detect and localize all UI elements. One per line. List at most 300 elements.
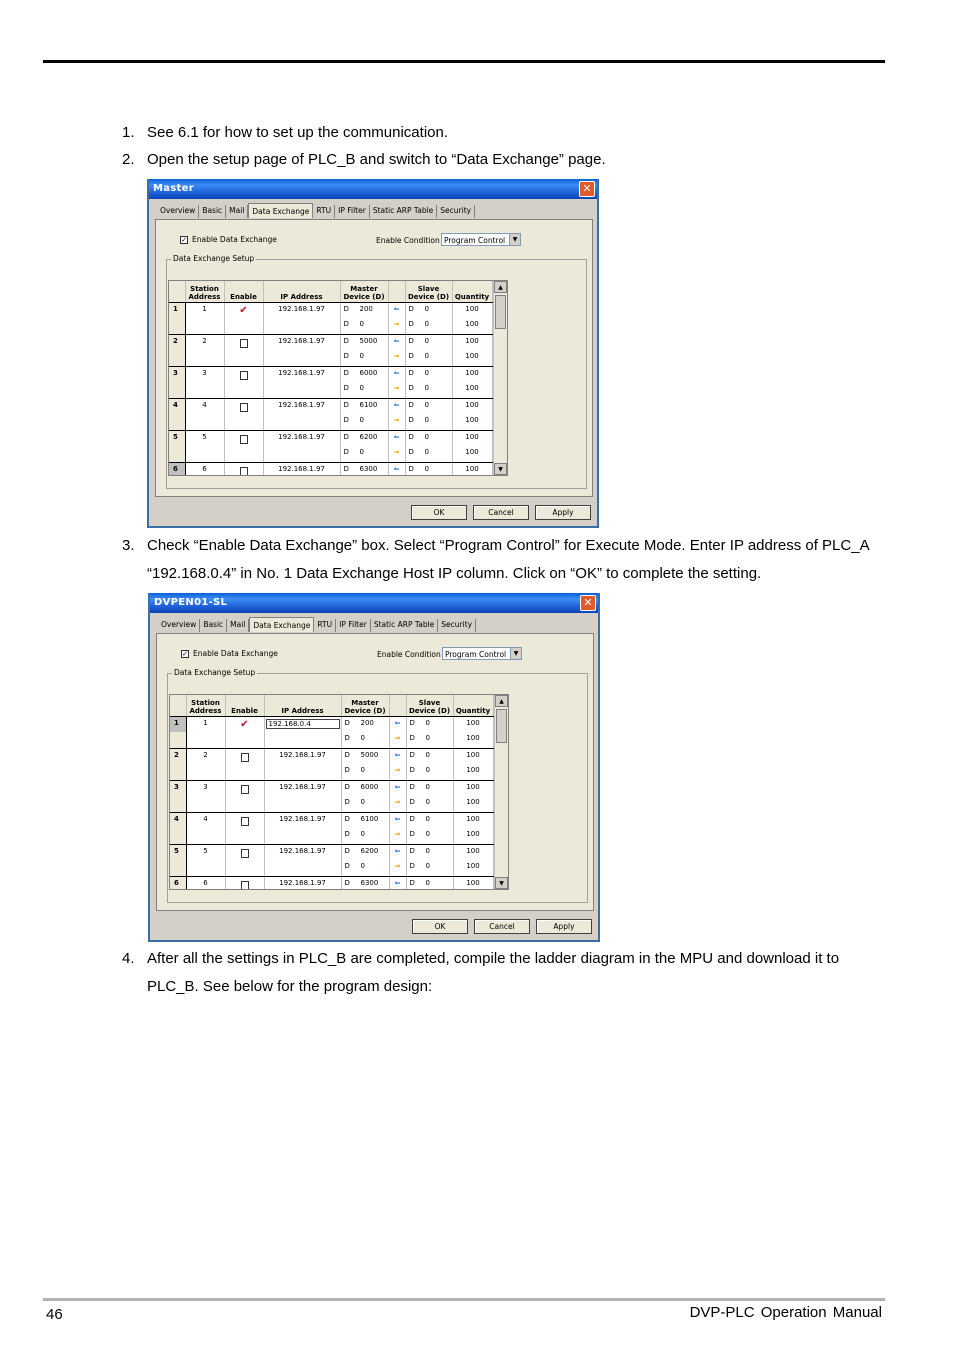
master-device[interactable]: D 200	[340, 302, 388, 318]
tab-panel	[155, 219, 593, 497]
quantity[interactable]: 100	[452, 382, 492, 398]
master-device[interactable]: D 0	[340, 382, 388, 398]
window-title: DVPEN01-SL	[150, 593, 598, 613]
enable-data-exchange[interactable]	[180, 235, 277, 244]
column-header	[169, 281, 185, 302]
ip-cell[interactable]	[263, 430, 340, 446]
tab-bar	[158, 619, 476, 633]
table-row[interactable]	[169, 462, 492, 476]
tab-security[interactable]: Security	[438, 619, 476, 632]
master-device[interactable]: D 6200	[341, 844, 389, 860]
master-device[interactable]: D 6000	[340, 366, 388, 382]
column-header: IP Address	[264, 695, 341, 716]
table-row[interactable]	[170, 732, 493, 748]
tab-data-exchange[interactable]: Data Exchange	[248, 203, 313, 218]
arrow-left-icon: ⇐	[394, 814, 401, 823]
window-title: Master	[149, 179, 597, 199]
station-address[interactable]: 3	[186, 780, 225, 796]
table-row[interactable]	[169, 366, 492, 382]
table-row[interactable]	[170, 796, 493, 812]
direction-cell	[388, 398, 405, 414]
tab-mail[interactable]: Mail	[226, 205, 248, 218]
quantity[interactable]: 100	[452, 430, 492, 446]
enable-cell[interactable]	[224, 430, 263, 446]
close-icon[interactable]: ✕	[580, 595, 596, 611]
row-number: 5	[170, 844, 186, 860]
master-device[interactable]: D 0	[341, 732, 389, 748]
enabled-check-icon[interactable]: ✔	[240, 718, 249, 730]
enable-checkbox[interactable]: ✓	[182, 649, 188, 658]
group-title: Data Exchange Setup	[173, 254, 255, 263]
row-number	[170, 796, 186, 812]
row-number: 6	[170, 876, 186, 890]
slave-device[interactable]: D 0	[405, 382, 452, 398]
slave-device[interactable]: D 0	[405, 366, 452, 382]
quantity[interactable]: 100	[453, 860, 493, 876]
tab-ip-filter[interactable]: IP Filter	[335, 205, 370, 218]
quantity[interactable]: 100	[452, 414, 492, 430]
tab-bar	[157, 205, 475, 219]
table-row[interactable]	[169, 446, 492, 462]
disabled-doc-icon[interactable]	[241, 817, 249, 826]
slave-device[interactable]: D 0	[406, 828, 453, 844]
step-text: Open the setup page of PLC_B and switch to “Data Exchange” page.	[147, 151, 606, 168]
row-number	[169, 414, 185, 430]
scroll-up-icon[interactable]: ▲	[495, 695, 508, 707]
enable-cell[interactable]	[225, 812, 264, 828]
tab-rtu[interactable]: RTU	[314, 619, 336, 632]
ip-cell[interactable]	[263, 302, 340, 318]
scroll-up-icon[interactable]: ▲	[494, 281, 507, 293]
arrow-left-icon: ⇐	[394, 782, 401, 791]
quantity[interactable]: 100	[452, 334, 492, 350]
apply-button[interactable]: Apply	[536, 919, 592, 934]
enable-label: Enable Data Exchange	[193, 649, 278, 658]
quantity[interactable]: 100	[452, 446, 492, 462]
row-number: 4	[170, 812, 186, 828]
slave-device[interactable]: D 0	[406, 876, 453, 890]
table-row[interactable]	[170, 780, 493, 796]
tab-security[interactable]: Security	[437, 205, 475, 218]
row-number: 3	[169, 366, 185, 382]
ip-cell[interactable]	[264, 780, 341, 796]
quantity[interactable]: 100	[453, 876, 493, 890]
enable-cell[interactable]	[225, 716, 264, 732]
station-address[interactable]: 4	[185, 398, 224, 414]
ok-button[interactable]: OK	[411, 505, 467, 520]
footer-rule	[43, 1298, 885, 1301]
table-row[interactable]	[169, 318, 492, 334]
chevron-down-icon[interactable]: ▼	[510, 648, 521, 659]
quantity[interactable]: 100	[453, 828, 493, 844]
direction-cell	[389, 860, 406, 876]
master-device[interactable]: D 0	[341, 828, 389, 844]
arrow-right-icon: ⇒	[394, 798, 401, 806]
table-row[interactable]	[170, 844, 493, 860]
slave-device[interactable]: D 0	[405, 318, 452, 334]
table-row[interactable]	[170, 764, 493, 780]
master-device[interactable]: D 6300	[341, 876, 389, 890]
column-header: Enable	[224, 281, 263, 302]
station-address[interactable]: 5	[185, 430, 224, 446]
quantity[interactable]: 100	[453, 844, 493, 860]
disabled-doc-icon[interactable]	[240, 467, 248, 476]
tab-ip-filter[interactable]: IP Filter	[336, 619, 371, 632]
ok-button[interactable]: OK	[412, 919, 468, 934]
table-row[interactable]	[169, 398, 492, 414]
slave-device[interactable]: D 0	[406, 732, 453, 748]
column-header: Station Address	[186, 695, 225, 716]
enable-data-exchange[interactable]	[181, 649, 278, 658]
direction-cell	[389, 780, 406, 796]
row-number: 6	[169, 462, 185, 476]
master-device[interactable]: D 6100	[341, 812, 389, 828]
quantity[interactable]: 100	[453, 716, 493, 732]
arrow-left-icon: ⇐	[393, 368, 400, 377]
scroll-thumb[interactable]	[495, 295, 506, 329]
arrow-left-icon: ⇐	[394, 846, 401, 855]
slave-device[interactable]: D 0	[405, 430, 452, 446]
ip-address[interactable]: 192.168.1.97	[278, 432, 325, 441]
disabled-doc-icon[interactable]	[241, 849, 249, 858]
arrow-right-icon: ⇒	[394, 862, 401, 870]
table-row[interactable]	[170, 828, 493, 844]
chevron-down-icon[interactable]: ▼	[509, 234, 520, 245]
slave-device[interactable]: D 0	[406, 764, 453, 780]
station-address[interactable]: 5	[186, 844, 225, 860]
slave-device[interactable]: D 0	[406, 780, 453, 796]
ip-cell[interactable]	[263, 462, 340, 476]
row-number: 2	[170, 748, 186, 764]
enable-cell[interactable]	[225, 844, 264, 860]
enable-cell[interactable]	[224, 366, 263, 382]
direction-cell	[388, 366, 405, 382]
station-address[interactable]: 2	[186, 748, 225, 764]
condition-select[interactable]	[442, 647, 522, 660]
ip-cell[interactable]	[264, 876, 341, 890]
ip-cell[interactable]	[264, 716, 341, 732]
ip-address[interactable]: 192.168.1.97	[279, 814, 326, 823]
row-number: 3	[170, 780, 186, 796]
table-row[interactable]	[169, 430, 492, 446]
arrow-right-icon: ⇒	[393, 448, 400, 456]
column-header: Station Address	[185, 281, 224, 302]
arrow-left-icon: ⇐	[393, 432, 400, 441]
enable-cell[interactable]	[225, 748, 264, 764]
ip-address[interactable]: 192.168.1.97	[278, 304, 325, 313]
table-row[interactable]	[169, 350, 492, 366]
station-address[interactable]: 3	[185, 366, 224, 382]
arrow-right-icon: ⇒	[394, 830, 401, 838]
table-row[interactable]	[170, 748, 493, 764]
enable-cell[interactable]	[225, 876, 264, 890]
tab-overview[interactable]: Overview	[157, 205, 199, 218]
ip-cell[interactable]	[263, 366, 340, 382]
arrow-right-icon: ⇒	[393, 320, 400, 328]
table-row[interactable]	[170, 860, 493, 876]
master-device[interactable]: D 6300	[340, 462, 388, 476]
arrow-right-icon: ⇒	[394, 766, 401, 774]
condition-select[interactable]	[441, 233, 521, 246]
slave-device[interactable]: D 0	[406, 748, 453, 764]
enable-cell[interactable]	[224, 462, 263, 476]
column-header	[389, 695, 406, 716]
arrow-right-icon: ⇒	[393, 352, 400, 360]
master-device[interactable]: D 6200	[340, 430, 388, 446]
row-number: 4	[169, 398, 185, 414]
row-number	[170, 828, 186, 844]
row-number	[170, 732, 186, 748]
direction-cell	[389, 732, 406, 748]
arrow-right-icon: ⇒	[393, 384, 400, 392]
arrow-right-icon: ⇒	[393, 416, 400, 424]
direction-cell	[389, 876, 406, 890]
disabled-doc-icon[interactable]	[241, 753, 249, 762]
ip-address[interactable]: 192.168.1.97	[279, 782, 326, 791]
slave-device[interactable]: D 0	[406, 844, 453, 860]
ip-address[interactable]: 192.168.1.97	[279, 878, 326, 887]
tab-data-exchange[interactable]: Data Exchange	[249, 617, 314, 632]
step-number: 3.	[122, 537, 135, 554]
quantity[interactable]: 100	[453, 780, 493, 796]
direction-cell	[389, 716, 406, 732]
column-header: Master Device (D)	[341, 695, 389, 716]
data-exchange-table	[169, 694, 509, 890]
row-number	[169, 446, 185, 462]
master-device[interactable]: D 0	[340, 350, 388, 366]
condition-value: Program Control	[445, 650, 507, 659]
quantity[interactable]: 100	[453, 796, 493, 812]
arrow-right-icon: ⇒	[394, 734, 401, 742]
close-icon[interactable]: ✕	[579, 181, 595, 197]
slave-device[interactable]: D 0	[405, 302, 452, 318]
row-number: 5	[169, 430, 185, 446]
direction-cell	[389, 764, 406, 780]
quantity[interactable]: 100	[452, 302, 492, 318]
cancel-button[interactable]: Cancel	[474, 919, 530, 934]
quantity[interactable]: 100	[453, 812, 493, 828]
direction-cell	[388, 462, 405, 476]
quantity[interactable]: 100	[453, 732, 493, 748]
station-address[interactable]: 4	[186, 812, 225, 828]
row-number: 1	[170, 716, 186, 732]
tab-rtu[interactable]: RTU	[313, 205, 335, 218]
column-header: Quantity	[452, 281, 492, 302]
disabled-doc-icon[interactable]	[240, 371, 248, 380]
master-device[interactable]: D 5000	[341, 748, 389, 764]
master-device[interactable]: D 0	[340, 318, 388, 334]
station-address[interactable]: 6	[185, 462, 224, 476]
scroll-thumb[interactable]	[496, 709, 507, 743]
slave-device[interactable]: D 0	[405, 350, 452, 366]
row-number	[170, 764, 186, 780]
row-number	[169, 318, 185, 334]
ip-cell[interactable]	[264, 812, 341, 828]
master-device[interactable]: D 6100	[340, 398, 388, 414]
quantity[interactable]: 100	[452, 366, 492, 382]
step-number: 1.	[122, 124, 135, 141]
row-number	[170, 860, 186, 876]
condition-label: Enable Condition	[376, 236, 440, 245]
ip-address[interactable]: 192.168.1.97	[278, 336, 325, 345]
quantity[interactable]: 100	[452, 462, 492, 476]
slave-device[interactable]: D 0	[405, 334, 452, 350]
row-number	[169, 382, 185, 398]
direction-cell	[389, 796, 406, 812]
column-header: Enable	[225, 695, 264, 716]
step-text: Check “Enable Data Exchange” box. Select “Program Control” for Execute Mode. Enter IP address of PLC_A “192.168.0.4” in No. 1 Data Exchange Host IP column. Click on “OK” to complete the setting.	[147, 537, 869, 582]
column-header: Slave Device (D)	[405, 281, 452, 302]
arrow-left-icon: ⇐	[393, 400, 400, 409]
dialog-buttons	[412, 919, 592, 934]
enable-cell[interactable]	[224, 334, 263, 350]
ip-address[interactable]: 192.168.1.97	[279, 846, 326, 855]
tab-panel	[156, 633, 594, 911]
tab-basic[interactable]: Basic	[200, 619, 227, 632]
slave-device[interactable]: D 0	[405, 398, 452, 414]
table-row[interactable]	[170, 812, 493, 828]
data-exchange-table	[168, 280, 508, 476]
ip-cell[interactable]	[264, 748, 341, 764]
quantity[interactable]: 100	[452, 350, 492, 366]
direction-cell	[388, 446, 405, 462]
step-text: After all the settings in PLC_B are completed, compile the ladder diagram in the MPU and download it to PLC_B. See below for the program design:	[147, 950, 840, 995]
row-number	[169, 350, 185, 366]
direction-cell	[388, 318, 405, 334]
enabled-check-icon[interactable]: ✔	[239, 304, 248, 316]
tab-overview[interactable]: Overview	[158, 619, 200, 632]
enable-checkbox[interactable]: ✓	[181, 235, 187, 244]
station-address[interactable]: 2	[185, 334, 224, 350]
enable-label: Enable Data Exchange	[192, 235, 277, 244]
enable-cell[interactable]	[224, 302, 263, 318]
direction-cell	[388, 430, 405, 446]
disabled-doc-icon[interactable]	[241, 881, 249, 890]
master-device[interactable]: D 200	[341, 716, 389, 732]
ip-cell[interactable]	[264, 844, 341, 860]
master-device[interactable]: D 6000	[341, 780, 389, 796]
cancel-button[interactable]: Cancel	[473, 505, 529, 520]
group-title: Data Exchange Setup	[174, 668, 256, 677]
table-row[interactable]	[170, 716, 493, 732]
ip-address[interactable]: 192.168.1.97	[279, 750, 326, 759]
tab-mail[interactable]: Mail	[227, 619, 249, 632]
direction-cell	[388, 350, 405, 366]
direction-cell	[388, 302, 405, 318]
page-number: 46	[46, 1306, 63, 1323]
master-device[interactable]: D 0	[340, 414, 388, 430]
enable-cell[interactable]	[224, 398, 263, 414]
table-row[interactable]	[169, 334, 492, 350]
arrow-left-icon: ⇐	[393, 304, 400, 313]
master-device[interactable]: D 0	[340, 446, 388, 462]
column-header	[170, 695, 186, 716]
direction-cell	[389, 812, 406, 828]
header-rule	[43, 60, 885, 63]
ip-address-input[interactable]: 192.168.0.4	[266, 719, 340, 729]
quantity[interactable]: 100	[453, 764, 493, 780]
arrow-left-icon: ⇐	[393, 336, 400, 345]
slave-device[interactable]: D 0	[406, 860, 453, 876]
direction-cell	[389, 748, 406, 764]
master-device[interactable]: D 5000	[340, 334, 388, 350]
disabled-doc-icon[interactable]	[240, 403, 248, 412]
slave-device[interactable]: D 0	[405, 414, 452, 430]
ip-cell[interactable]	[263, 398, 340, 414]
ip-address[interactable]: 192.168.1.97	[278, 464, 325, 473]
table-row[interactable]	[170, 876, 493, 890]
direction-cell	[389, 844, 406, 860]
arrow-left-icon: ⇐	[393, 464, 400, 473]
scroll-down-icon[interactable]: ▼	[495, 877, 508, 889]
row-number: 1	[169, 302, 185, 318]
table-row[interactable]	[169, 414, 492, 430]
table-row[interactable]	[169, 382, 492, 398]
table-row[interactable]	[169, 302, 492, 318]
master-device[interactable]: D 0	[341, 764, 389, 780]
station-address[interactable]: 1	[186, 716, 225, 732]
column-header: IP Address	[263, 281, 340, 302]
apply-button[interactable]: Apply	[535, 505, 591, 520]
column-header	[388, 281, 405, 302]
direction-cell	[388, 382, 405, 398]
enable-cell[interactable]	[225, 780, 264, 796]
disabled-doc-icon[interactable]	[240, 435, 248, 444]
slave-device[interactable]: D 0	[406, 796, 453, 812]
direction-cell	[388, 414, 405, 430]
disabled-doc-icon[interactable]	[240, 339, 248, 348]
quantity[interactable]: 100	[452, 398, 492, 414]
slave-device[interactable]: D 0	[406, 716, 453, 732]
row-number: 2	[169, 334, 185, 350]
master-device[interactable]: D 0	[341, 796, 389, 812]
disabled-doc-icon[interactable]	[241, 785, 249, 794]
slave-device[interactable]: D 0	[406, 812, 453, 828]
slave-device[interactable]: D 0	[405, 462, 452, 476]
quantity[interactable]: 100	[452, 318, 492, 334]
ip-address[interactable]: 192.168.1.97	[278, 368, 325, 377]
tab-basic[interactable]: Basic	[199, 205, 226, 218]
scroll-down-icon[interactable]: ▼	[494, 463, 507, 475]
step-text: See 6.1 for how to set up the communication.	[147, 124, 449, 141]
slave-device[interactable]: D 0	[405, 446, 452, 462]
quantity[interactable]: 100	[453, 748, 493, 764]
tab-static-arp-table[interactable]: Static ARP Table	[370, 205, 437, 218]
scrollbar[interactable]	[494, 695, 508, 889]
direction-cell	[389, 828, 406, 844]
ip-cell[interactable]	[263, 334, 340, 350]
step-number: 4.	[122, 950, 135, 967]
arrow-left-icon: ⇐	[394, 750, 401, 759]
station-address[interactable]: 1	[185, 302, 224, 318]
master-dialog	[147, 179, 599, 528]
arrow-left-icon: ⇐	[394, 718, 401, 727]
condition-value: Program Control	[444, 236, 506, 245]
arrow-left-icon: ⇐	[394, 878, 401, 887]
station-address[interactable]: 6	[186, 876, 225, 890]
dvpen01-dialog	[148, 593, 600, 942]
scrollbar[interactable]	[493, 281, 507, 475]
ip-address[interactable]: 192.168.1.97	[278, 400, 325, 409]
tab-static-arp-table[interactable]: Static ARP Table	[371, 619, 438, 632]
direction-cell	[388, 334, 405, 350]
condition-label: Enable Condition	[377, 650, 441, 659]
dialog-buttons	[411, 505, 591, 520]
master-device[interactable]: D 0	[341, 860, 389, 876]
manual-title: DVP-PLC Operation Manual	[689, 1304, 882, 1321]
column-header: Slave Device (D)	[406, 695, 453, 716]
step-number: 2.	[122, 151, 135, 168]
